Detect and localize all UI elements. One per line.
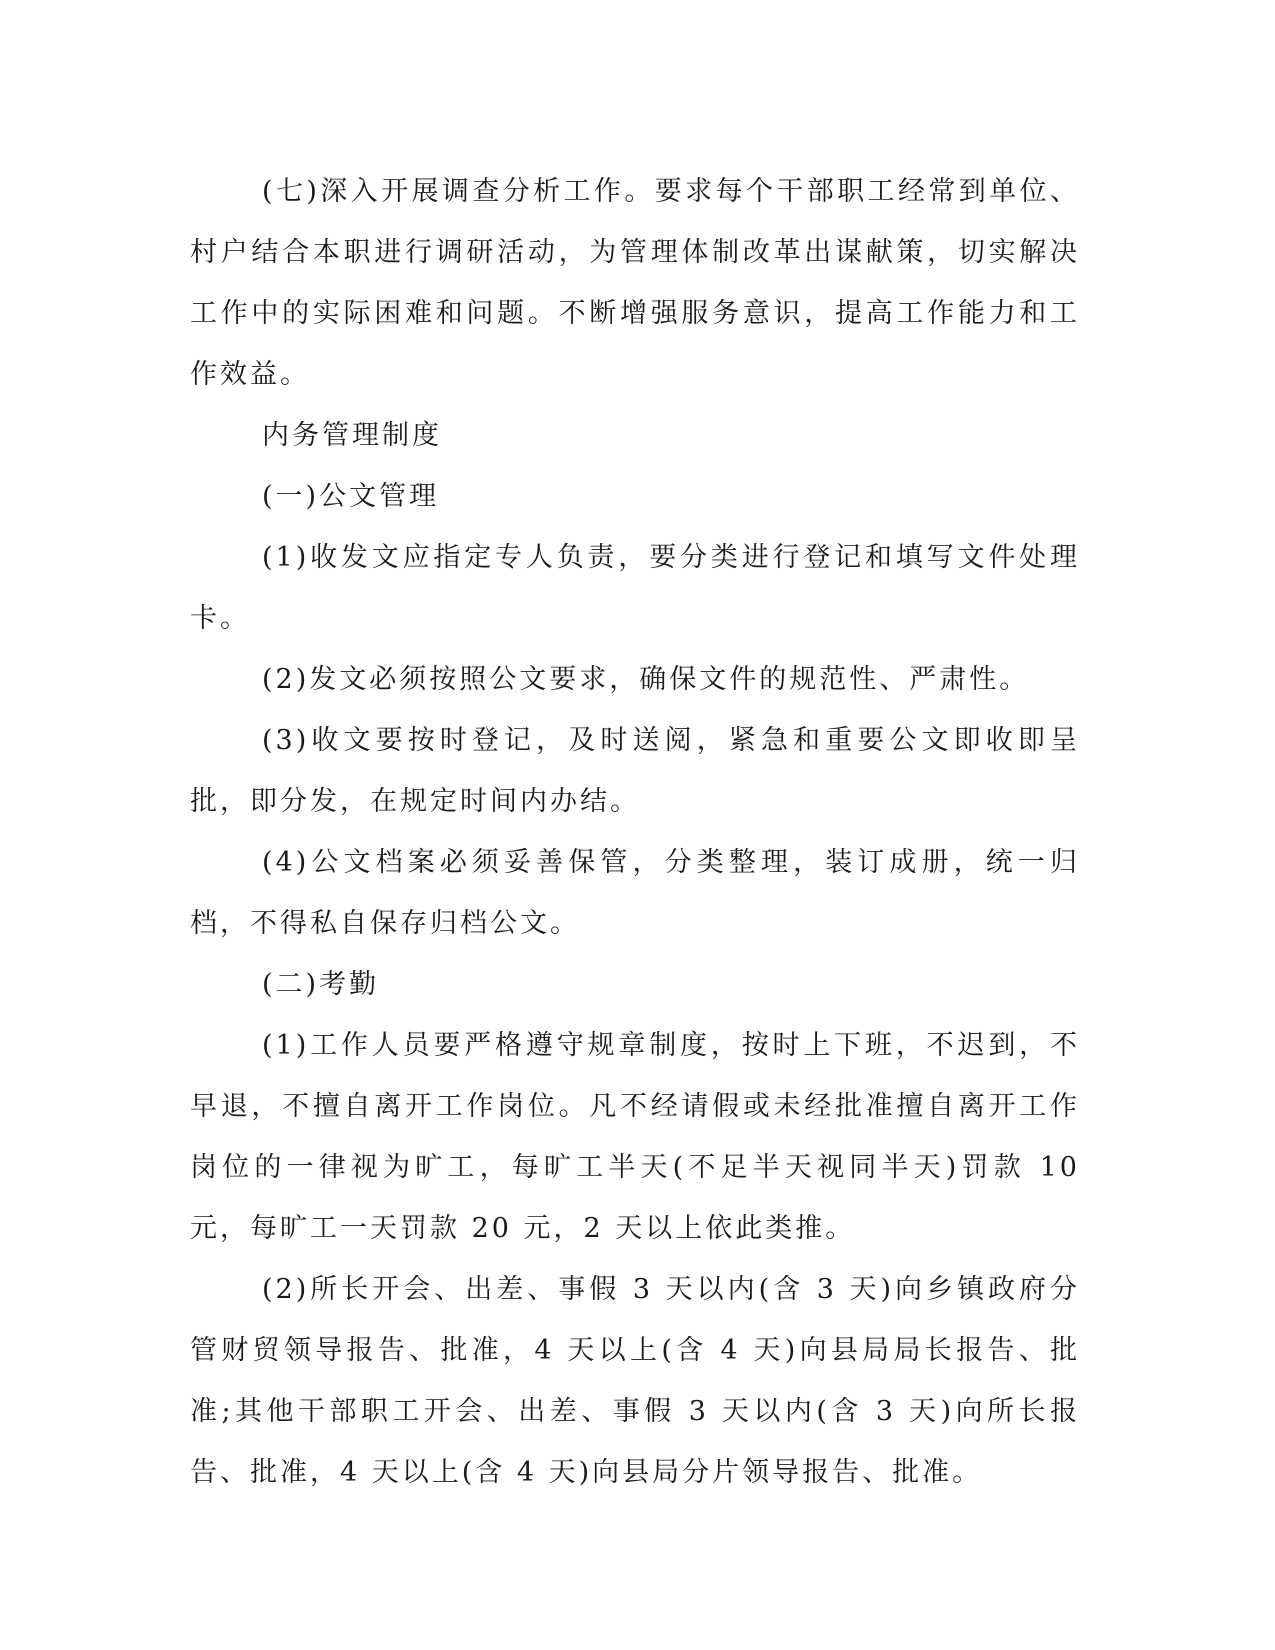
paragraph-attendance-1: (1)工作人员要严格遵守规章制度，按时上下班，不迟到，不早退，不擅自离开工作岗位。凡不经请假或未经批准擅自离开工作岗位的一律视为旷工，每旷工半天(不足半天视同半天)罚款 10 元，每旷工一天罚款 20 元，2 天以上依此类推。 xyxy=(190,1030,1080,1244)
section-heading-internal-management: 内务管理制度 xyxy=(262,420,442,451)
subsection-heading-document-management: (一)公文管理 xyxy=(262,481,440,512)
paragraph-investigation: (七)深入开展调查分析工作。要求每个干部职工经常到单位、村户结合本职进行调研活动，为管理体制改革出谋献策，切实解决工作中的实际困难和问题。不断增强服务意识，提高工作能力和工作效益。 xyxy=(190,176,1080,390)
paragraph-rule-4: (4)公文档案必须妥善保管，分类整理，装订成册，统一归档，不得私自保存归档公文。 xyxy=(190,847,1080,939)
subsection-heading-attendance: (二)考勤 xyxy=(262,969,380,1000)
paragraph-rule-2: (2)发文必须按照公文要求，确保文件的规范性、严肃性。 xyxy=(262,664,1030,695)
paragraph-rule-1: (1)收发文应指定专人负责，要分类进行登记和填写文件处理卡。 xyxy=(190,542,1080,634)
document-body xyxy=(190,161,1080,1503)
paragraph-rule-3: (3)收文要按时登记，及时送阅，紧急和重要公文即收即呈批，即分发，在规定时间内办结。 xyxy=(190,725,1080,817)
paragraph-attendance-2: (2)所长开会、出差、事假 3 天以内(含 3 天)向乡镇政府分管财贸领导报告、批准，4 天以上(含 4 天)向县局局长报告、批准;其他干部职工开会、出差、事假 3 天以内(含 3 天)向所长报告、批准，4 天以上(含 4 天)向县局分片领导报告、批准。 xyxy=(190,1274,1080,1488)
